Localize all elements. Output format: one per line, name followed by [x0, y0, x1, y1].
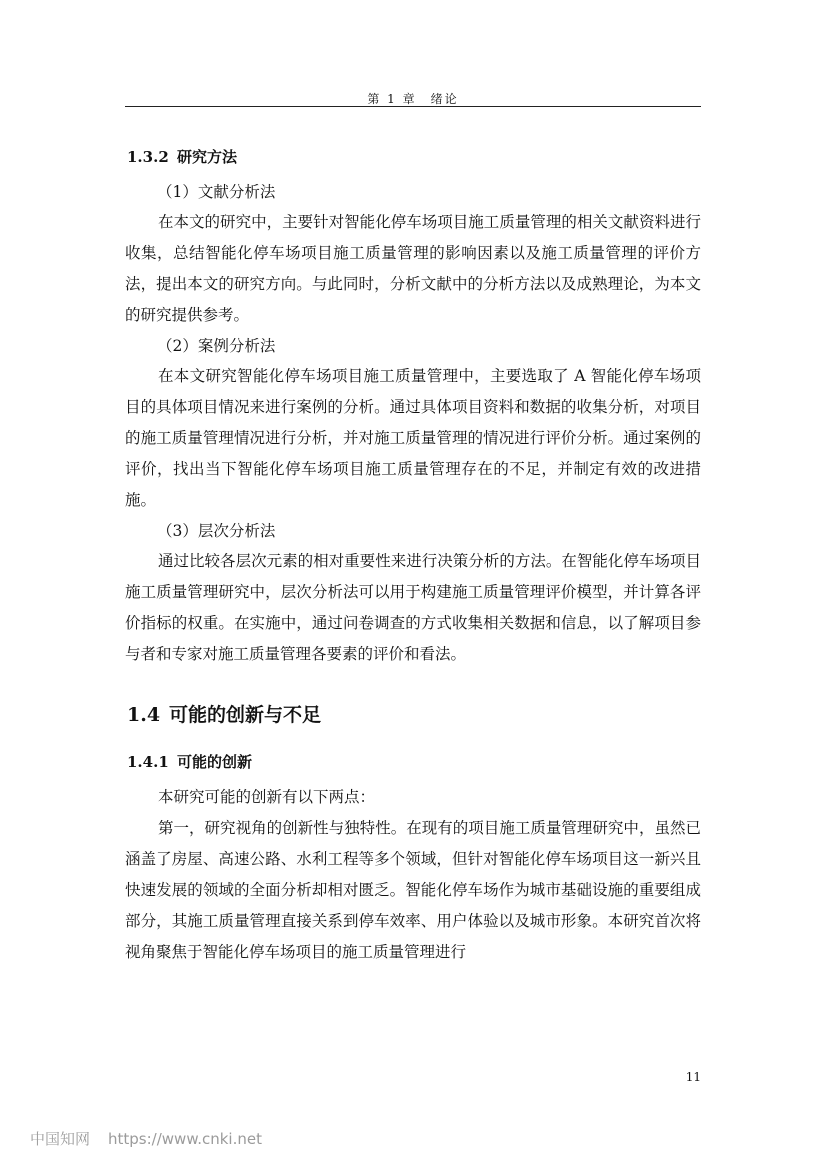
method-1-label: （1）文献分析法 — [157, 183, 276, 201]
section-title: 研究方法 — [177, 148, 238, 166]
innovation-intro: 本研究可能的创新有以下两点： — [158, 788, 376, 806]
watermark-site-name: 中国知网 — [30, 1130, 91, 1148]
method-2-paragraph: 在本文研究智能化停车场项目施工质量管理中，主要选取了 A 智能化停车场项目的具体项目情况来进行案例的分析。通过具体项目资料和数据的收集分析，对项目的施工质量管理情况进行分析，并对施工质量管理的情况进行评价分析。通过案例的评价，找出当下智能化停车场项目施工质量管理存在的不足，并制定有效的改进措施。 — [125, 367, 701, 509]
header-rule — [125, 106, 701, 107]
section-heading-1-3-2 — [127, 146, 701, 167]
section-title: 可能的创新 — [177, 753, 253, 771]
innovation-point-1: 第一，研究视角的创新性与独特性。在现有的项目施工质量管理研究中，虽然已涵盖了房屋、高速公路、水利工程等多个领域，但针对智能化停车场项目这一新兴且快速发展的领域的全面分析却相对匮乏。智能化停车场作为城市基础设施的重要组成部分，其施工质量管理直接关系到停车效率、用户体验以及城市形象。本研究首次将视角聚焦于智能化停车场项目的施工质量管理进行 — [125, 819, 701, 961]
section-heading-1-4 — [127, 700, 701, 727]
method-2-label: （2）案例分析法 — [157, 337, 276, 355]
method-1-paragraph: 在本文的研究中，主要针对智能化停车场项目施工质量管理的相关文献资料进行收集，总结智能化停车场项目施工质量管理的影响因素以及施工质量管理的评价方法，提出本文的研究方向。与此同时，分析文献中的分析方法以及成熟理论，为本文的研究提供参考。 — [125, 213, 701, 324]
section-heading-1-4-1 — [127, 751, 701, 772]
page-number: 11 — [685, 1070, 701, 1084]
section-number: 1.4 — [127, 704, 161, 726]
section-number: 1.4.1 — [127, 753, 169, 771]
method-3-label: （3）层次分析法 — [157, 522, 276, 540]
running-header: 第 1 章 绪论 — [367, 92, 459, 106]
cnki-watermark — [30, 1128, 262, 1149]
watermark-url: https://www.cnki.net — [108, 1130, 262, 1148]
page-body — [125, 140, 701, 968]
method-3-paragraph: 通过比较各层次元素的相对重要性来进行决策分析的方法。在智能化停车场项目施工质量管理研究中，层次分析法可以用于构建施工质量管理评价模型，并计算各评价指标的权重。在实施中，通过问卷调查的方式收集相关数据和信息，以了解项目参与者和专家对施工质量管理各要素的评价和看法。 — [125, 552, 701, 663]
section-number: 1.3.2 — [127, 148, 169, 166]
section-title: 可能的创新与不足 — [169, 704, 322, 726]
